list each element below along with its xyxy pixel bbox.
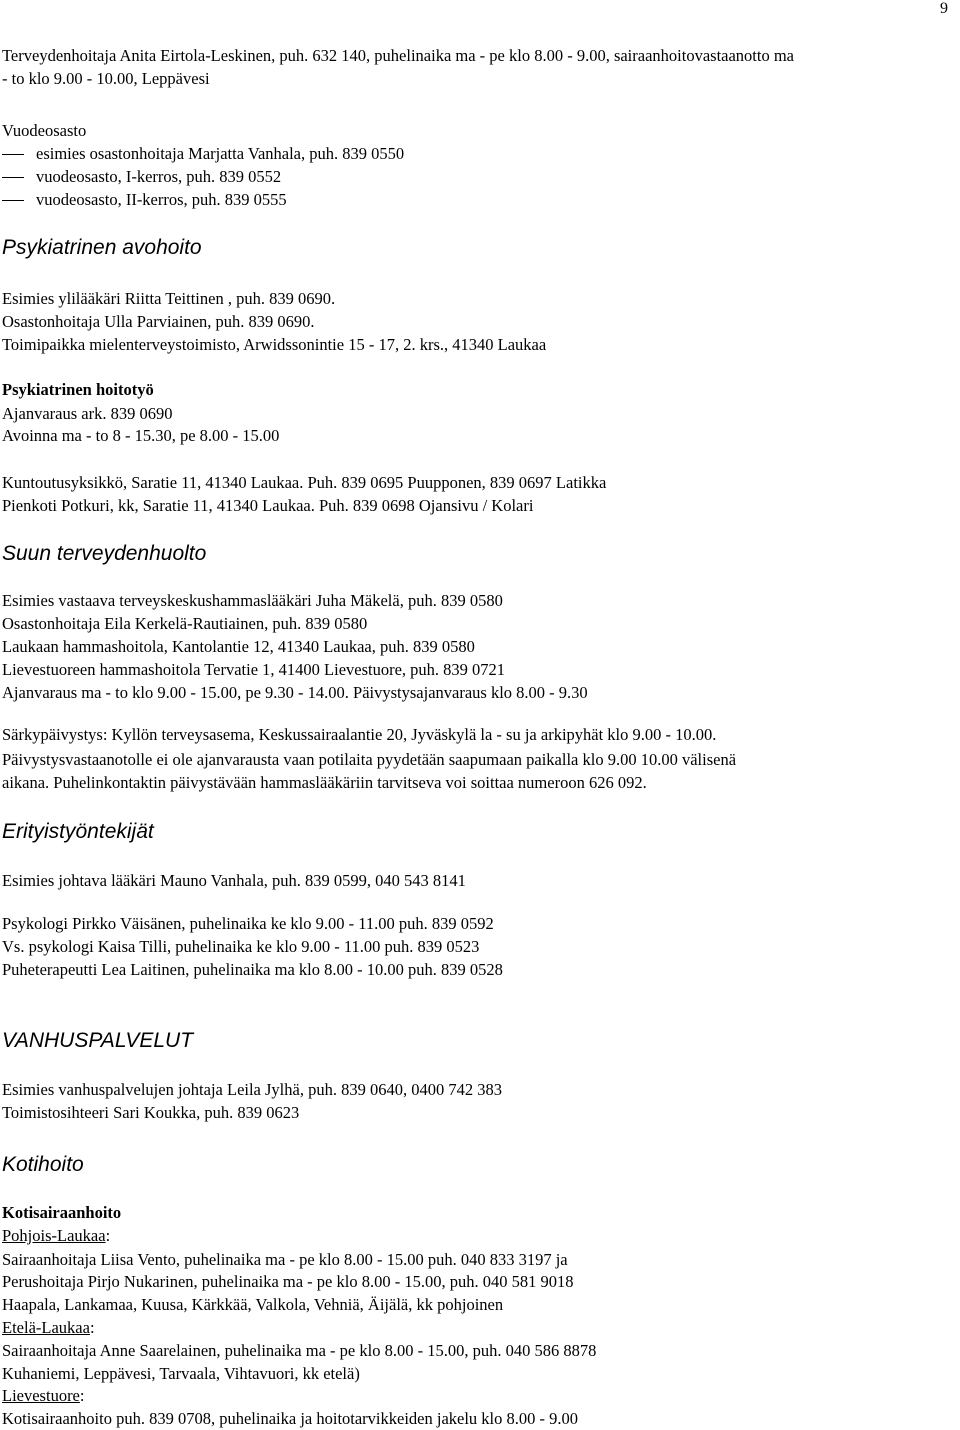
text-line: Toimistosihteeri Sari Koukka, puh. 839 0623	[2, 1103, 300, 1122]
section-heading: Suun terveydenhuolto	[2, 542, 207, 565]
section-heading: Psykiatrinen avohoito	[2, 236, 202, 259]
area-label	[2, 1318, 95, 1338]
text-line: Kuntoutusyksikkö, Saratie 11, 41340 Laukaa. Puh. 839 0695 Puupponen, 839 0697 Latikka	[2, 473, 607, 492]
text-line: Puheterapeutti Lea Laitinen, puhelinaika ma klo 8.00 - 10.00 puh. 839 0528	[2, 960, 503, 979]
area-colon: :	[79, 1386, 85, 1405]
text-line: Päivystysvastaanotolle ei ole ajanvarausta vaan potilaita pyydetään saapumaan paikalla klo 9.00 10.00 välisenä	[2, 750, 737, 769]
text-line: Ajanvaraus ma - to klo 9.00 - 15.00, pe 9.30 - 14.00. Päivystysajanvaraus klo 8.00 - 9.30	[2, 683, 588, 702]
area-name: Etelä-Laukaa	[2, 1318, 90, 1337]
section-heading: Erityistyöntekijät	[2, 820, 154, 843]
text-line: - to klo 9.00 - 10.00, Leppävesi	[2, 69, 210, 88]
dash-bullet	[2, 154, 24, 155]
text-line: Haapala, Lankamaa, Kuusa, Kärkkää, Valkola, Vehniä, Äijälä, kk pohjoinen	[2, 1295, 504, 1314]
text-line: Osastonhoitaja Ulla Parviainen, puh. 839 0690.	[2, 312, 315, 331]
text-line: Esimies vanhuspalvelujen johtaja Leila Jylhä, puh. 839 0640, 0400 742 383	[2, 1080, 502, 1099]
page-number: 9	[940, 0, 948, 17]
text-line: aikana. Puhelinkontaktin päivystävään hammaslääkäriin tarvitseva voi soittaa numeroon 626 092.	[2, 773, 647, 792]
text-line: Perushoitaja Pirjo Nukarinen, puhelinaika ma - pe klo 8.00 - 15.00, puh. 040 581 9018	[2, 1272, 574, 1291]
text-line: Sairaanhoitaja Anne Saarelainen, puhelinaika ma - pe klo 8.00 - 15.00, puh. 040 586 8878	[2, 1341, 597, 1360]
text-line: Lievestuoreen hammashoitola Tervatie 1, 41400 Lievestuore, puh. 839 0721	[2, 660, 506, 679]
text-line: Esimies vastaava terveyskeskushammaslääkäri Juha Mäkelä, puh. 839 0580	[2, 591, 503, 610]
subsection-title: Kotisairaanhoito	[2, 1203, 122, 1222]
subsection-title: Psykiatrinen hoitotyö	[2, 380, 154, 399]
text-line: Osastonhoitaja Eila Kerkelä-Rautiainen, puh. 839 0580	[2, 614, 368, 633]
text-line: Terveydenhoitaja Anita Eirtola-Leskinen, puh. 632 140, puhelinaika ma - pe klo 8.00 - 9.00, sairaanhoitovastaanotto ma	[2, 46, 795, 65]
area-colon: :	[105, 1226, 111, 1245]
subsection-title: Vuodeosasto	[2, 121, 87, 140]
text-line: Särkypäivystys: Kyllön terveysasema, Keskussairaalantie 20, Jyväskylä la - su ja arkipyhät klo 9.00 - 10.00.	[2, 725, 717, 744]
area-name: Lievestuore	[2, 1386, 80, 1405]
area-colon: :	[89, 1318, 95, 1337]
section-heading: Kotihoito	[2, 1153, 84, 1176]
text-line: Toimipaikka mielenterveystoimisto, Arwidssonintie 15 - 17, 2. krs., 41340 Laukaa	[2, 335, 547, 354]
section-heading: VANHUSPALVELUT	[2, 1029, 194, 1052]
area-label	[2, 1386, 84, 1406]
text-line: Sairaanhoitaja Liisa Vento, puhelinaika ma - pe klo 8.00 - 15.00 puh. 040 833 3197 ja	[2, 1250, 568, 1269]
area-name: Pohjois-Laukaa	[2, 1226, 106, 1245]
text-line: Kuhaniemi, Leppävesi, Tarvaala, Vihtavuori, kk etelä)	[2, 1364, 360, 1383]
area-label	[2, 1226, 110, 1246]
text-line: Laukaan hammashoitola, Kantolantie 12, 41340 Laukaa, puh. 839 0580	[2, 637, 475, 656]
text-line: Ajanvaraus ark. 839 0690	[2, 404, 173, 423]
text-line: Avoinna ma - to 8 - 15.30, pe 8.00 - 15.00	[2, 426, 280, 445]
text-line: Kotisairaanhoito puh. 839 0708, puhelinaika ja hoitotarvikkeiden jakelu klo 8.00 - 9.00	[2, 1409, 579, 1428]
text-line: Vs. psykologi Kaisa Tilli, puhelinaika ke klo 9.00 - 11.00 puh. 839 0523	[2, 937, 480, 956]
text-line: Esimies ylilääkäri Riitta Teittinen , puh. 839 0690.	[2, 289, 336, 308]
list-item: esimies osastonhoitaja Marjatta Vanhala, puh. 839 0550	[36, 144, 405, 163]
list-item: vuodeosasto, I-kerros, puh. 839 0552	[36, 167, 282, 186]
text-line: Psykologi Pirkko Väisänen, puhelinaika ke klo 9.00 - 11.00 puh. 839 0592	[2, 914, 494, 933]
dash-bullet	[2, 200, 24, 201]
text-line: Pienkoti Potkuri, kk, Saratie 11, 41340 Laukaa. Puh. 839 0698 Ojansivu / Kolari	[2, 496, 534, 515]
dash-bullet	[2, 177, 24, 178]
text-line: Esimies johtava lääkäri Mauno Vanhala, puh. 839 0599, 040 543 8141	[2, 871, 466, 890]
list-item: vuodeosasto, II-kerros, puh. 839 0555	[36, 190, 287, 209]
